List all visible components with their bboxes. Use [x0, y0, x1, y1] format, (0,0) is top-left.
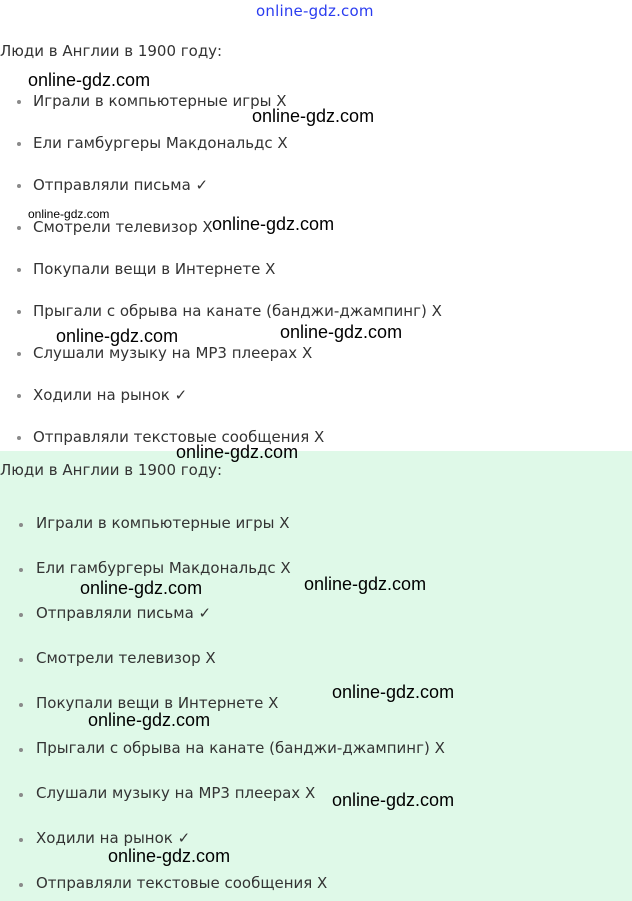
watermark: online-gdz.com: [332, 682, 455, 702]
bullet-icon: [19, 568, 23, 572]
bullet-icon: [17, 100, 21, 104]
bullet-icon: [17, 394, 21, 398]
watermark: online-gdz.com: [108, 846, 231, 866]
list-item: Прыгали с обрыва на канате (банджи-джампинг) X: [33, 302, 442, 320]
list-item: Смотрели телевизор X: [36, 649, 216, 667]
watermark: online-gdz.com: [332, 790, 455, 810]
list-item: Играли в компьютерные игры X: [33, 92, 287, 110]
bullet-icon: [17, 142, 21, 146]
list-item: Прыгали с обрыва на канате (банджи-джампинг) X: [36, 739, 445, 757]
list-item: Ходили на рынок ✓: [36, 829, 191, 847]
watermark: online-gdz.com: [28, 70, 151, 90]
watermark: online-gdz.com: [252, 106, 375, 126]
watermark: online-gdz.com: [304, 574, 427, 594]
second-list-section: [0, 451, 632, 901]
bullet-icon: [17, 268, 21, 272]
watermark: online-gdz.com: [280, 322, 403, 342]
list-item: Ели гамбургеры Макдональдс X: [36, 559, 291, 577]
bullet-icon: [19, 883, 23, 887]
watermark-top: online-gdz.com: [256, 2, 374, 20]
list-item: Отправляли текстовые сообщения X: [33, 428, 325, 446]
watermark: online-gdz.com: [212, 214, 335, 234]
bullet-icon: [17, 436, 21, 440]
list-item: Смотрели телевизор X: [33, 218, 213, 236]
bullet-icon: [19, 748, 23, 752]
bullet-icon: [19, 793, 23, 797]
list-item: Отправляли текстовые сообщения X: [36, 874, 328, 892]
watermark: online-gdz.com: [80, 578, 203, 598]
list-item: Ходили на рынок ✓: [33, 386, 188, 404]
bullet-icon: [19, 613, 23, 617]
list-item: Слушали музыку на MP3 плеерах X: [33, 344, 313, 362]
list-item: Ели гамбургеры Макдональдс X: [33, 134, 288, 152]
bullet-icon: [19, 658, 23, 662]
list-item: Играли в компьютерные игры X: [36, 514, 290, 532]
bullet-icon: [17, 184, 21, 188]
bullet-icon: [19, 703, 23, 707]
list-item: Отправляли письма ✓: [36, 604, 212, 622]
watermark: online-gdz.com: [28, 207, 110, 221]
bullet-icon: [19, 523, 23, 527]
bullet-icon: [17, 226, 21, 230]
bullet-icon: [17, 310, 21, 314]
bullet-icon: [19, 838, 23, 842]
watermark: online-gdz.com: [176, 442, 299, 462]
watermark: online-gdz.com: [88, 710, 211, 730]
list-item: Покупали вещи в Интернете X: [36, 694, 279, 712]
list-item: Слушали музыку на MP3 плеерах X: [36, 784, 316, 802]
list-item: Покупали вещи в Интернете X: [33, 260, 276, 278]
section-heading: Люди в Англии в 1900 году:: [0, 42, 223, 60]
watermark: online-gdz.com: [56, 326, 179, 346]
list-item: Отправляли письма ✓: [33, 176, 209, 194]
bullet-icon: [17, 352, 21, 356]
section-heading: Люди в Англии в 1900 году:: [0, 461, 223, 479]
